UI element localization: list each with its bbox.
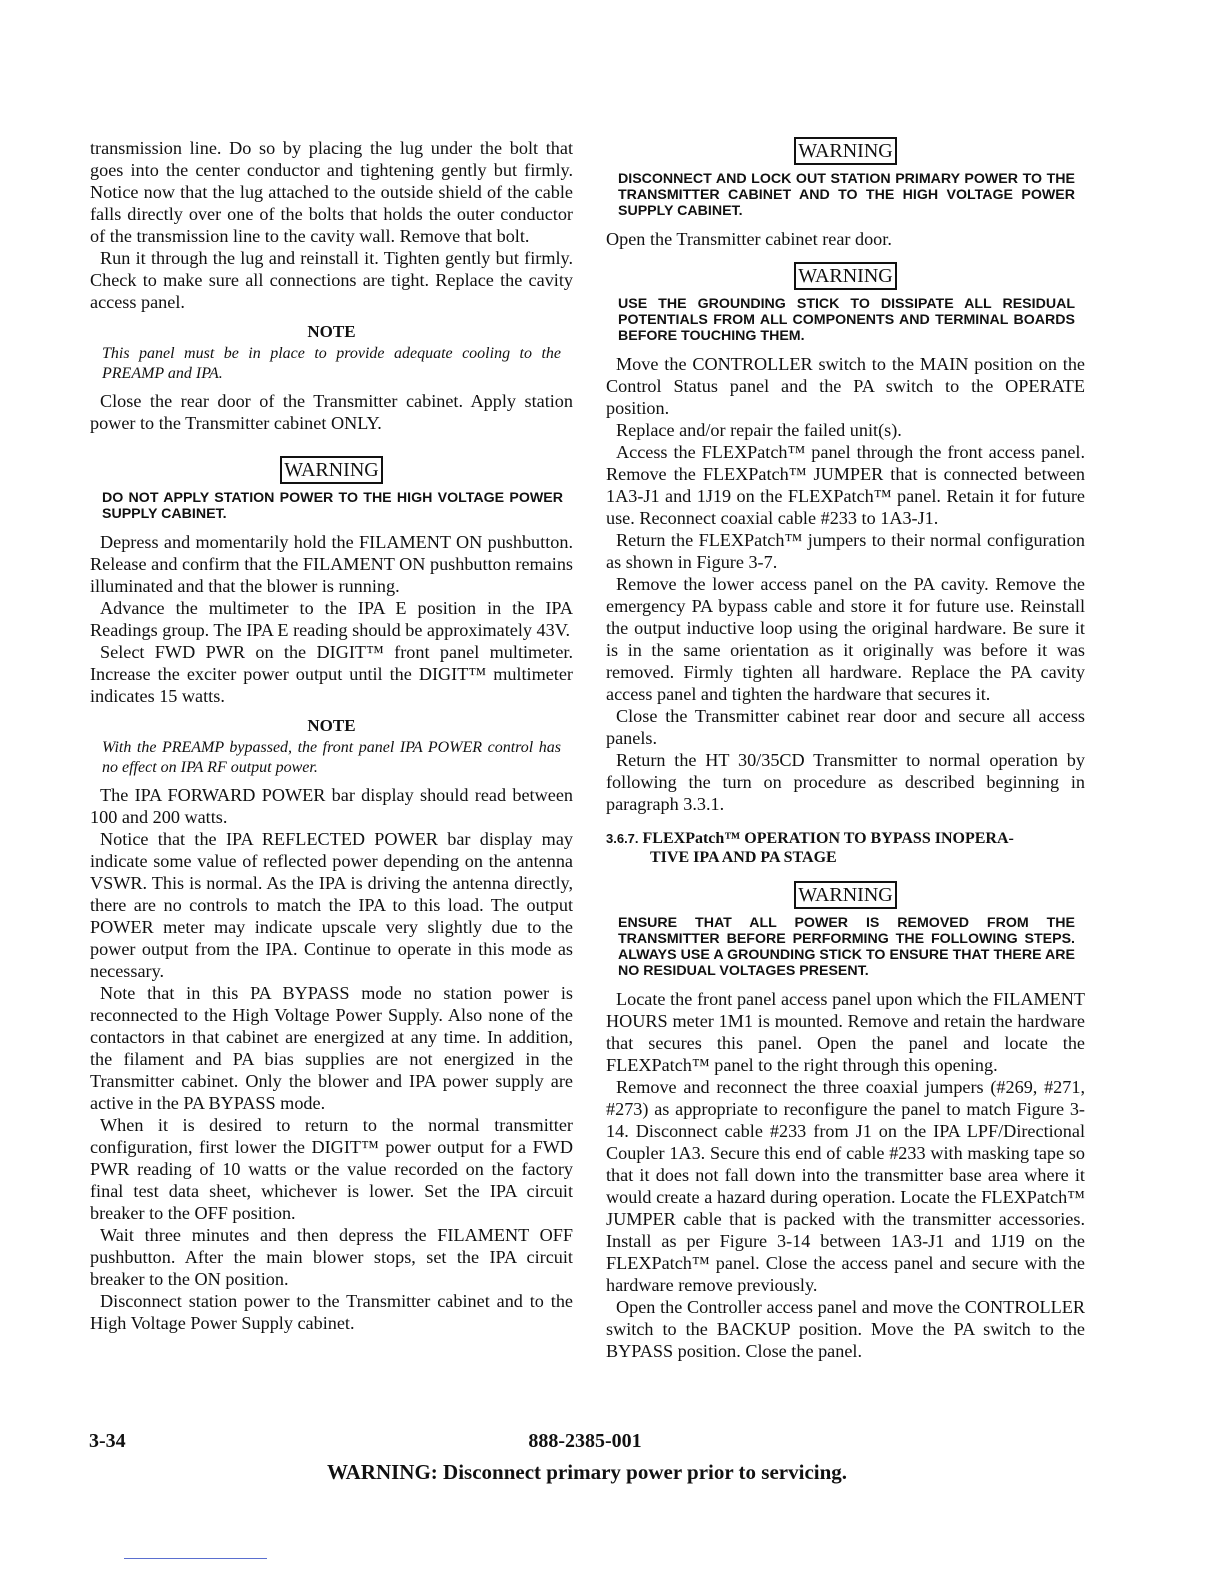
note-body: With the PREAMP bypassed, the front panel IPA POWER control has no effect on IPA RF output power. xyxy=(102,739,561,776)
warning-label: WARNING xyxy=(794,881,896,909)
paragraph: Remove and reconnect the three coaxial jumpers (#269, #271, #273) as appropriate to reconfigure the panel to match Figure 3-14. Disconnect cable #233 from J1 on the IPA LPF/Directional Coupler 1A3. Secure this end of cable #233 with masking tape so that it does not fall down into the transmitter base area where it would create a hazard during operation. Locate the FLEXPatch™ JUMPER cable that is packed with the transmitter accessories. Install as per Figure 3-14 between 1A3-J1 and 1J19 on the FLEXPatch™ panel. Close the access panel and secure with the hardware remove previously. xyxy=(606,1077,1085,1295)
section-title-line-1: FLEXPatch™ OPERATION TO BYPASS INOPERA- xyxy=(642,830,1014,847)
paragraph: Access the FLEXPatch™ panel through the front access panel. Remove the FLEXPatch™ JUMPER that is connected between 1A3-J1 and 1J19 on the FLEXPatch™ panel. Retain it for future use. Reconnect coaxial cable #233 to 1A3-J1. xyxy=(606,442,1085,528)
paragraph: Locate the front panel access panel upon which the FILAMENT HOURS meter 1M1 is mounted. Remove and retain the hardware that secures this panel. Open the panel and locate the FLEXPatch™ panel to the right through this opening. xyxy=(606,989,1085,1075)
warning-text: DISCONNECT AND LOCK OUT STATION PRIMARY POWER TO THE TRANSMITTER CABINET AND TO THE HIGH VOLTAGE POWER SUPPLY CABINET. xyxy=(618,171,1075,219)
paragraph: Return the FLEXPatch™ jumpers to their normal configuration as shown in Figure 3-7. xyxy=(606,530,1085,572)
warning-label: WARNING xyxy=(280,456,382,484)
note-heading: NOTE xyxy=(307,716,356,735)
paragraph: Close the Transmitter cabinet rear door and secure all access panels. xyxy=(606,706,1085,748)
paragraph: Depress and momentarily hold the FILAMENT ON pushbutton. Release and confirm that the FILAMENT ON pushbutton remains illuminated and that the blower is running. xyxy=(90,532,573,596)
warning-text: ENSURE THAT ALL POWER IS REMOVED FROM THE TRANSMITTER BEFORE PERFORMING THE FOLLOWING STEPS. ALWAYS USE A GROUNDING STICK TO ENSURE THAT THERE ARE NO RESIDUAL VOLTAGES PRESENT. xyxy=(618,915,1075,979)
warning-label: WARNING xyxy=(794,262,896,290)
warning-text: DO NOT APPLY STATION POWER TO THE HIGH VOLTAGE POWER SUPPLY CABINET. xyxy=(102,490,563,522)
paragraph: Open the Transmitter cabinet rear door. xyxy=(606,229,892,249)
paragraph: Close the rear door of the Transmitter cabinet. Apply station power to the Transmitter cabinet ONLY. xyxy=(90,391,573,433)
left-column xyxy=(90,137,573,1334)
right-column xyxy=(606,137,1085,1362)
paragraph: The IPA FORWARD POWER bar display should read between 100 and 200 watts. xyxy=(90,785,573,827)
section-heading xyxy=(606,829,1085,867)
paragraph: Wait three minutes and then depress the FILAMENT OFF pushbutton. After the main blower stops, set the IPA circuit breaker to the ON position. xyxy=(90,1225,573,1289)
section-number: 3.6.7. xyxy=(606,831,639,846)
paragraph: Open the Controller access panel and move the CONTROLLER switch to the BACKUP position. Move the PA switch to the BYPASS position. Close the panel. xyxy=(606,1297,1085,1361)
paragraph: transmission line. Do so by placing the lug under the bolt that goes into the center conductor and tightening gently but firmly. Notice now that the lug attached to the outside shield of the cable falls directly over one of the bolts that holds the outer conductor of the transmission line to the cavity wall. Remove that bolt. xyxy=(90,138,573,246)
warning-text: USE THE GROUNDING STICK TO DISSIPATE ALL RESIDUAL POTENTIALS FROM ALL COMPONENTS AND TERMINAL BOARDS BEFORE TOUCHING THEM. xyxy=(618,296,1075,344)
paragraph: Select FWD PWR on the DIGIT™ front panel multimeter. Increase the exciter power output until the DIGIT™ multimeter indicates 15 watts. xyxy=(90,642,573,706)
section-title-line-2: TIVE IPA AND PA STAGE xyxy=(650,849,837,866)
note-body: This panel must be in place to provide adequate cooling to the PREAMP and IPA. xyxy=(102,345,561,382)
document-number: 888-2385-001 xyxy=(528,1430,642,1452)
paragraph: Advance the multimeter to the IPA E position in the IPA Readings group. The IPA E reading should be approximately 43V. xyxy=(90,598,573,640)
paragraph: Remove the lower access panel on the PA cavity. Remove the emergency PA bypass cable and store it for future use. Reinstall the output inductive loop using the original hardware. Be sure it is in the same orientation as it originally was before it was removed. Firmly tighten all hardware. Replace the PA cavity access panel and tighten the hardware that secures it. xyxy=(606,574,1085,704)
paragraph: Return the HT 30/35CD Transmitter to normal operation by following the turn on procedure as described beginning in paragraph 3.3.1. xyxy=(606,750,1085,814)
note-heading: NOTE xyxy=(307,322,356,341)
page-number: 3-34 xyxy=(89,1430,126,1452)
paragraph: Notice that the IPA REFLECTED POWER bar display may indicate some value of reflected power depending on the antenna VSWR. This is normal. As the IPA is driving the antenna directly, there are no controls to match the IPA to this load. The output POWER meter may indicate upscale very slightly due to the power output from the IPA. Continue to operate in this mode as necessary. xyxy=(90,829,573,981)
paragraph: Disconnect station power to the Transmitter cabinet and to the High Voltage Power Supply cabinet. xyxy=(90,1291,573,1333)
paragraph: Run it through the lug and reinstall it. Tighten gently but firmly. Check to make sure all connections are tight. Replace the cavity access panel. xyxy=(90,248,573,312)
paragraph: Note that in this PA BYPASS mode no station power is reconnected to the High Voltage Power Supply. Also none of the contactors in that cabinet are energized at any time. In addition, the filament and PA bias supplies are not energized in the Transmitter cabinet. Only the blower and IPA power supply are active in the PA BYPASS mode. xyxy=(90,983,573,1113)
paragraph: Move the CONTROLLER switch to the MAIN position on the Control Status panel and the PA switch to the OPERATE position. xyxy=(606,354,1085,418)
warning-label: WARNING xyxy=(794,137,896,165)
paragraph: Replace and/or repair the failed unit(s). xyxy=(616,420,902,440)
footer-warning: WARNING: Disconnect primary power prior to servicing. xyxy=(326,1460,848,1484)
scan-artifact-line xyxy=(124,1558,267,1559)
paragraph: When it is desired to return to the normal transmitter configuration, first lower the DIGIT™ power output for a FWD PWR reading of 10 watts or the value recorded on the factory final test data sheet, whichever is lower. Set the IPA circuit breaker to the OFF position. xyxy=(90,1115,573,1223)
